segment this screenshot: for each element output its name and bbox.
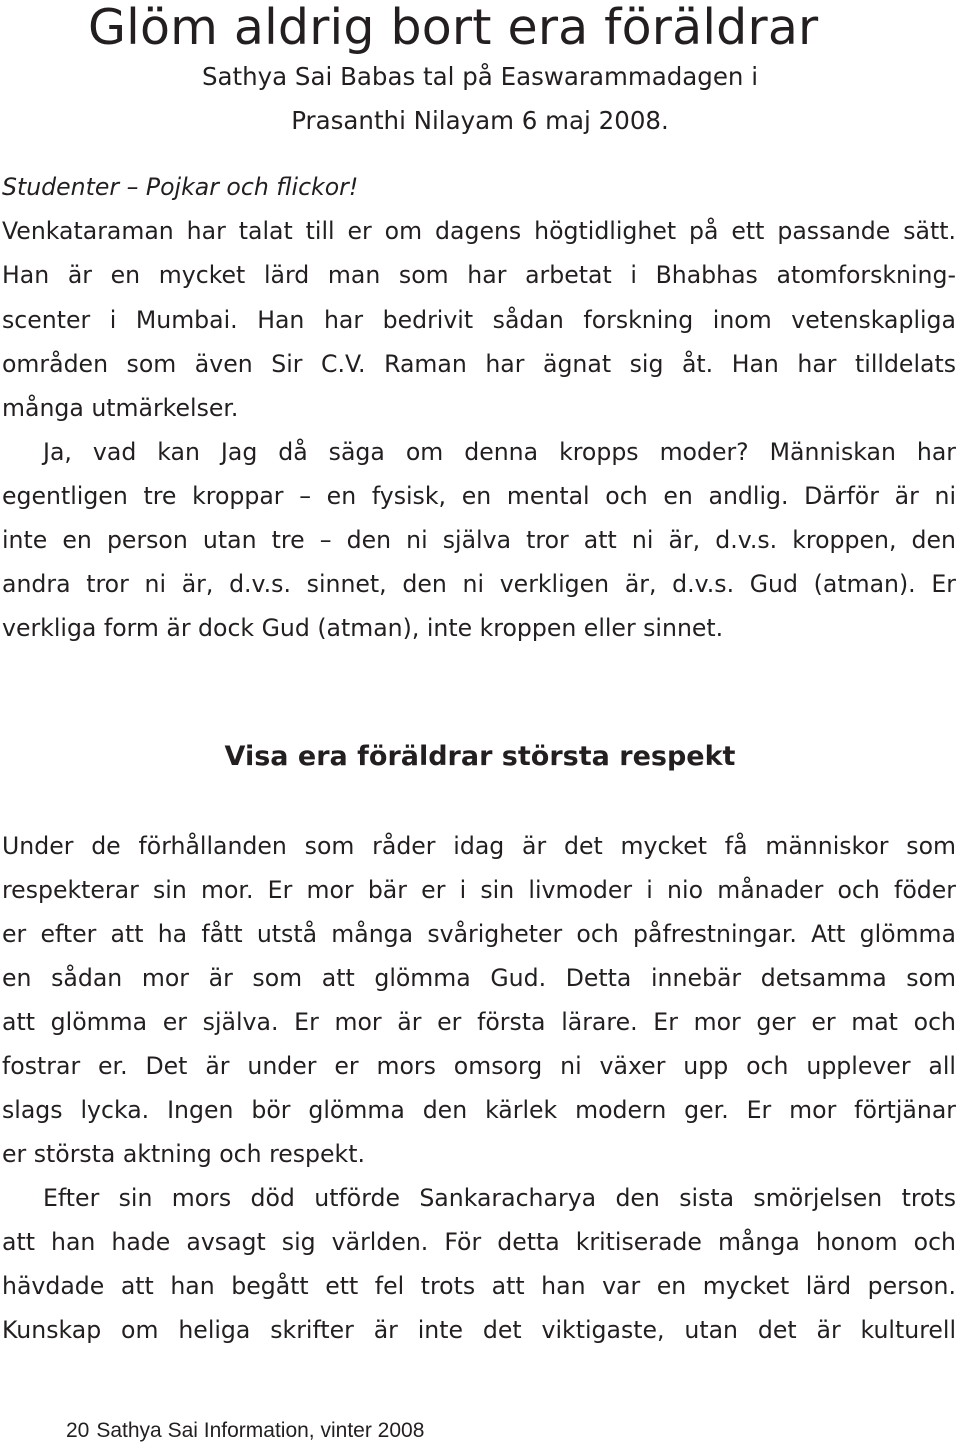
text-line: slags lycka. Ingen bör glömma den kärlek modern ger. Er mor förtjänar [2, 1096, 956, 1124]
text-line: en sådan mor är som att glömma Gud. Detta innebär detsamma som [2, 964, 956, 992]
text-line: Han är en mycket lärd man som har arbetat i Bhabhas atomforskning- [2, 261, 956, 289]
text-line: fostrar er. Det är under er mors omsorg ni växer upp och upplever all [2, 1052, 956, 1080]
text-line: hävdade att han begått ett fel trots att han var en mycket lärd person. [2, 1272, 956, 1300]
text-line: er största aktning och respekt. [2, 1140, 365, 1168]
publication-name: Sathya Sai Information, vinter 2008 [96, 1419, 425, 1442]
text-line: Efter sin mors död utförde Sankaracharya den sista smörjelsen trots [43, 1184, 956, 1212]
text-line: andra tror ni är, d.v.s. sinnet, den ni verkligen är, d.v.s. Gud (atman). Er [2, 570, 956, 598]
text-line: er efter att ha fått utstå många svårigheter och påfrestningar. Att glömma [2, 920, 956, 948]
page-number: 20 [66, 1419, 90, 1442]
salutation: Studenter – Pojkar och flickor! [2, 173, 359, 201]
section-heading: Visa era föräldrar största respekt [224, 741, 736, 772]
text-line: Ja, vad kan Jag då säga om denna kropps moder? Människan har [43, 438, 956, 466]
subtitle-line-1: Sathya Sai Babas tal på Easwarammadagen i [201, 62, 759, 91]
text-line: inte en person utan tre – den ni själva tror att ni är, d.v.s. kroppen, den [2, 526, 956, 554]
text-line: respekterar sin mor. Er mor bär er i sin livmoder i nio månader och föder [2, 876, 956, 904]
text-line: områden som även Sir C.V. Raman har ägnat sig åt. Han har tilldelats [2, 350, 956, 378]
text-line: scenter i Mumbai. Han har bedrivit sådan forskning inom vetenskapliga [2, 306, 956, 334]
text-line: att glömma er själva. Er mor är er första lärare. Er mor ger er mat och [2, 1008, 956, 1036]
text-line: verkliga form är dock Gud (atman), inte kroppen eller sinnet. [2, 614, 724, 642]
text-line: många utmärkelser. [2, 394, 239, 422]
text-line: Kunskap om heliga skrifter är inte det viktigaste, utan det är kulturell [2, 1316, 956, 1344]
text-line: egentligen tre kroppar – en fysisk, en mental och en andlig. Därför är ni [2, 482, 956, 510]
page-title: Glöm aldrig bort era föräldrar [88, 0, 819, 56]
text-line: Venkataraman har talat till er om dagens högtidlighet på ett passande sätt. [2, 217, 956, 245]
text-line: Under de förhållanden som råder idag är det mycket få människor som [2, 832, 956, 860]
subtitle-line-2: Prasanthi Nilayam 6 maj 2008. [291, 106, 669, 135]
text-line: att han hade avsagt sig världen. För detta kritiserade många honom och [2, 1228, 956, 1256]
page-footer [66, 1418, 424, 1444]
